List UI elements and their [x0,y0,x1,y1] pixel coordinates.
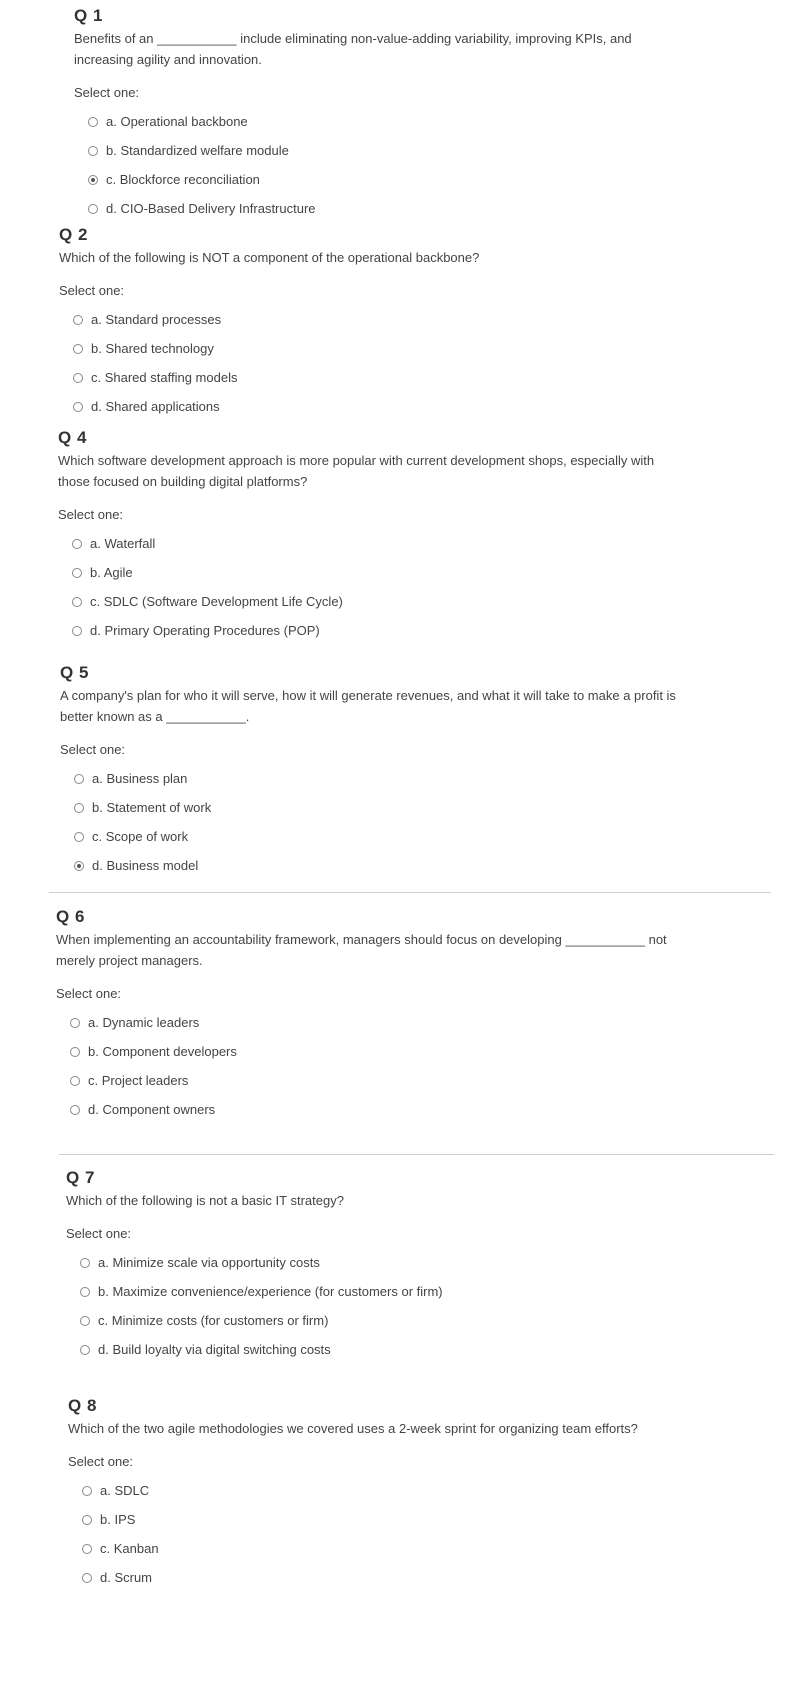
option-a[interactable] [88,107,694,136]
option-a[interactable] [74,764,680,793]
options-list [82,1476,688,1592]
option-b[interactable] [88,136,694,165]
option-label: d. Scrum [100,1570,153,1585]
option-label: b. Agile [90,565,133,580]
option-b[interactable] [73,334,679,363]
option-d[interactable] [82,1563,688,1592]
option-label: c. Project leaders [88,1073,189,1088]
option-a[interactable] [73,305,679,334]
option-b[interactable] [72,558,678,587]
option-label: d. Primary Operating Procedures (POP) [90,623,320,638]
option-label: a. Standard processes [91,312,222,327]
question-text: Which software development approach is more popular with current development shops, especially with those focused on building digital platforms? [58,453,655,489]
select-one-label: Select one: [68,1454,134,1469]
option-d[interactable] [74,851,680,880]
section-divider [59,1154,774,1155]
radio-icon[interactable] [73,344,83,354]
radio-icon[interactable] [80,1258,90,1268]
question-2 [59,225,679,421]
question-6 [56,907,676,1124]
radio-icon[interactable] [82,1544,92,1554]
option-c[interactable] [82,1534,688,1563]
option-c[interactable] [73,363,679,392]
option-c[interactable] [88,165,694,194]
radio-icon[interactable] [88,204,98,214]
option-label: d. Component owners [88,1102,216,1117]
option-label: d. Shared applications [91,399,220,414]
option-c[interactable] [80,1306,686,1335]
radio-icon[interactable] [80,1287,90,1297]
radio-icon[interactable] [72,568,82,578]
option-d[interactable] [80,1335,686,1364]
option-label: c. Shared staffing models [91,370,238,385]
question-1 [74,6,694,223]
option-label: b. Standardized welfare module [106,143,289,158]
radio-icon[interactable] [70,1105,80,1115]
question-4 [58,428,678,645]
option-label: b. Statement of work [92,800,212,815]
section-divider [49,892,771,893]
option-label: b. IPS [100,1512,136,1527]
radio-icon[interactable] [80,1316,90,1326]
question-title: Q 5 [60,663,89,682]
radio-icon[interactable] [74,803,84,813]
select-one-label: Select one: [66,1226,132,1241]
question-text: A company's plan for who it will serve, how it will generate revenues, and what it will take to make a profit is better known as a ___________. [60,688,676,724]
option-a[interactable] [82,1476,688,1505]
option-label: a. Business plan [92,771,188,786]
question-5 [60,663,680,880]
options-list [73,305,679,421]
option-label: b. Component developers [88,1044,237,1059]
question-title: Q 2 [59,225,88,244]
question-text: Benefits of an ___________ include eliminating non-value-adding variability, improving KPIs, and increasing agility and innovation. [74,31,632,67]
radio-icon[interactable] [70,1076,80,1086]
option-label: a. Operational backbone [106,114,248,129]
radio-icon[interactable] [73,373,83,383]
option-label: b. Maximize convenience/experience (for customers or firm) [98,1284,443,1299]
option-label: a. Waterfall [90,536,156,551]
select-one-label: Select one: [59,283,125,298]
radio-icon[interactable] [88,146,98,156]
option-b[interactable] [82,1505,688,1534]
question-7 [66,1168,686,1364]
options-list [80,1248,686,1364]
question-text: When implementing an accountability framework, managers should focus on developing ___________ not merely project managers. [56,932,667,968]
option-a[interactable] [80,1248,686,1277]
option-label: d. Build loyalty via digital switching costs [98,1342,331,1357]
question-text: Which of the two agile methodologies we covered uses a 2-week sprint for organizing team efforts? [68,1421,638,1436]
radio-icon[interactable] [82,1486,92,1496]
option-label: a. Minimize scale via opportunity costs [98,1255,320,1270]
question-8 [68,1396,688,1592]
radio-icon[interactable] [72,597,82,607]
radio-icon[interactable] [82,1573,92,1583]
radio-checked-icon[interactable] [74,861,84,871]
option-d[interactable] [88,194,694,223]
option-a[interactable] [70,1008,676,1037]
option-c[interactable] [70,1066,676,1095]
option-d[interactable] [73,392,679,421]
options-list [74,764,680,880]
option-b[interactable] [74,793,680,822]
option-label: c. Blockforce reconciliation [106,172,260,187]
option-a[interactable] [72,529,678,558]
radio-icon[interactable] [72,539,82,549]
radio-icon[interactable] [80,1345,90,1355]
radio-icon[interactable] [70,1047,80,1057]
radio-icon[interactable] [72,626,82,636]
select-one-label: Select one: [58,507,124,522]
option-d[interactable] [70,1095,676,1124]
option-label: a. Dynamic leaders [88,1015,200,1030]
option-label: c. Minimize costs (for customers or firm) [98,1313,329,1328]
radio-checked-icon[interactable] [88,175,98,185]
radio-icon[interactable] [82,1515,92,1525]
radio-icon[interactable] [73,315,83,325]
question-title: Q 1 [74,6,103,25]
option-label: c. SDLC (Software Development Life Cycle) [90,594,343,609]
option-b[interactable] [80,1277,686,1306]
option-label: a. SDLC [100,1483,150,1498]
option-label: c. Kanban [100,1541,159,1556]
radio-icon[interactable] [74,832,84,842]
radio-icon[interactable] [88,117,98,127]
option-c[interactable] [72,587,678,616]
option-d[interactable] [72,616,678,645]
select-one-label: Select one: [74,85,140,100]
option-b[interactable] [70,1037,676,1066]
radio-icon[interactable] [73,402,83,412]
option-label: d. Business model [92,858,199,873]
question-text: Which of the following is not a basic IT strategy? [66,1193,344,1208]
option-label: c. Scope of work [92,829,189,844]
option-c[interactable] [74,822,680,851]
question-text: Which of the following is NOT a component of the operational backbone? [59,250,480,265]
question-title: Q 4 [58,428,87,447]
options-list [72,529,678,645]
option-label: b. Shared technology [91,341,214,356]
radio-icon[interactable] [70,1018,80,1028]
select-one-label: Select one: [56,986,122,1001]
radio-icon[interactable] [74,774,84,784]
question-title: Q 6 [56,907,85,926]
options-list [88,107,694,223]
select-one-label: Select one: [60,742,126,757]
option-label: d. CIO-Based Delivery Infrastructure [106,201,316,216]
options-list [70,1008,676,1124]
question-title: Q 8 [68,1396,97,1415]
question-title: Q 7 [66,1168,95,1187]
